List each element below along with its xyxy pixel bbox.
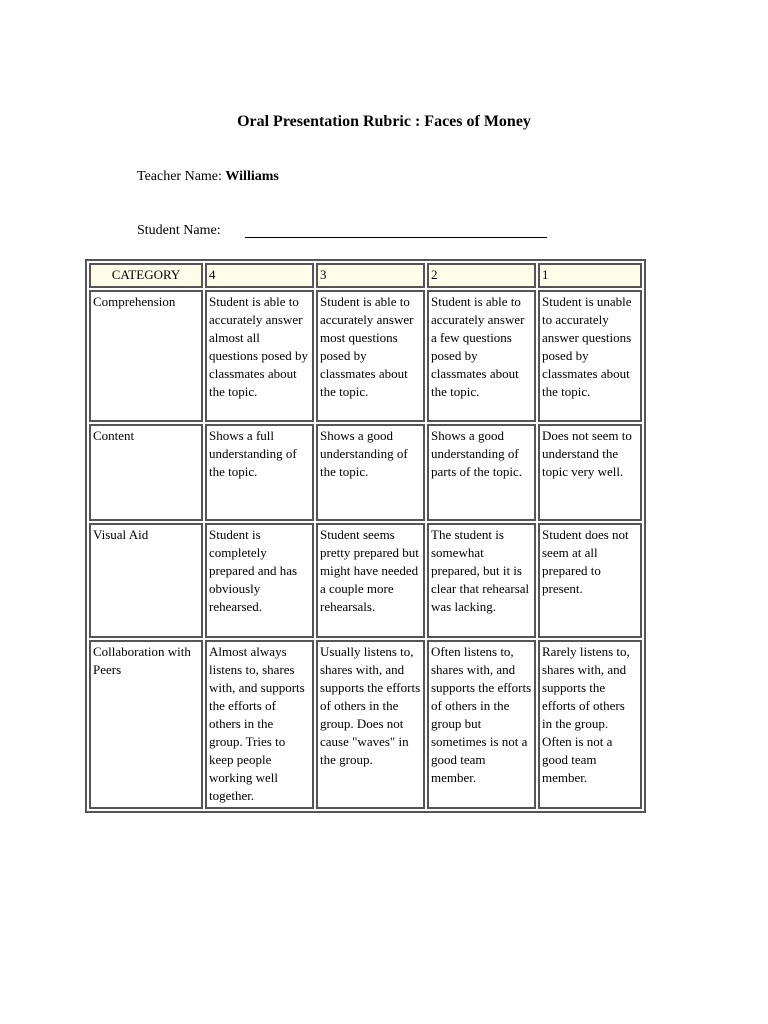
rubric-cell: Student is unable to accurately answer questions posed by classmates about the topic. [538,290,642,422]
teacher-name-label: Teacher Name: [137,169,222,184]
rubric-cell: Shows a full understanding of the topic. [205,424,314,521]
header-category: CATEGORY [89,263,203,288]
table-header-row [89,263,642,288]
header-score-1: 1 [538,263,642,288]
teacher-name-value: Williams [225,169,279,184]
rubric-cell: Shows a good understanding of the topic. [316,424,425,521]
rubric-cell: Student is able to accurately answer almost all questions posed by classmates about the topic. [205,290,314,422]
row-category: Content [89,424,203,521]
rubric-cell: Shows a good understanding of parts of the topic. [427,424,536,521]
rubric-cell: Rarely listens to, shares with, and supports the efforts of others in the group. Often is not a good team member. [538,640,642,809]
rubric-cell: Student does not seem at all prepared to present. [538,523,642,638]
table-row [89,290,642,422]
rubric-cell: Almost always listens to, shares with, and supports the efforts of others in the group. Tries to keep people working well together. [205,640,314,809]
header-score-2: 2 [427,263,536,288]
rubric-cell: Student is able to accurately answer most questions posed by classmates about the topic. [316,290,425,422]
rubric-cell: Does not seem to understand the topic very well. [538,424,642,521]
rubric-cell: The student is somewhat prepared, but it is clear that rehearsal was lacking. [427,523,536,638]
rubric-cell: Student is able to accurately answer a few questions posed by classmates about the topic. [427,290,536,422]
header-score-4: 4 [205,263,314,288]
table-row [89,424,642,521]
teacher-name-line [137,169,279,185]
student-name-blank-line [245,237,547,238]
rubric-cell: Student is completely prepared and has obviously rehearsed. [205,523,314,638]
document-title: Oral Presentation Rubric : Faces of Money [237,113,531,130]
student-name-label: Student Name: [137,223,221,238]
row-category: Comprehension [89,290,203,422]
rubric-cell: Student seems pretty prepared but might have needed a couple more rehearsals. [316,523,425,638]
row-category: Visual Aid [89,523,203,638]
table-row [89,640,642,809]
rubric-table [85,259,646,813]
rubric-cell: Often listens to, shares with, and supports the efforts of others in the group but sometimes is not a good team member. [427,640,536,809]
table-row [89,523,642,638]
rubric-cell: Usually listens to, shares with, and supports the efforts of others in the group. Does not cause "waves" in the group. [316,640,425,809]
row-category: Collaboration with Peers [89,640,203,809]
header-score-3: 3 [316,263,425,288]
